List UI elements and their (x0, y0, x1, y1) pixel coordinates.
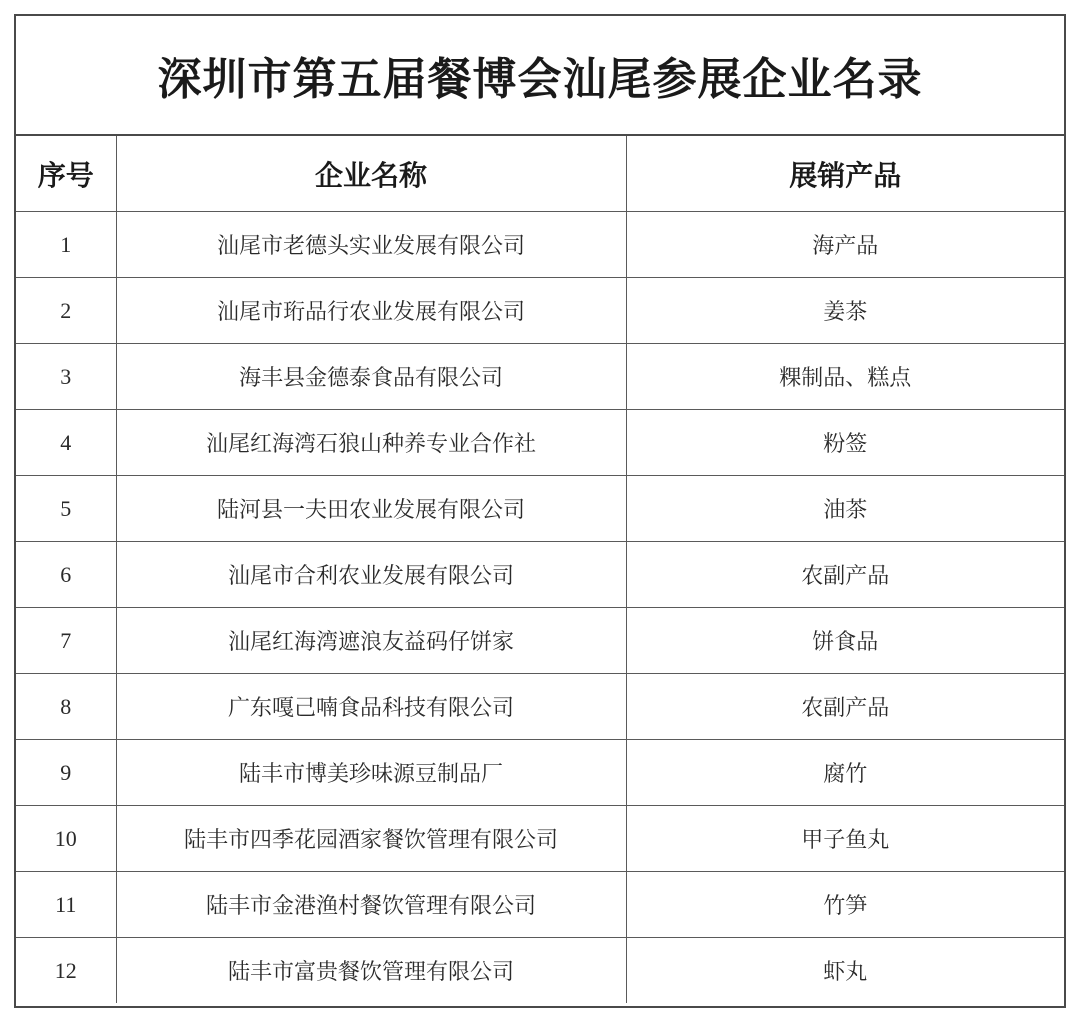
row-company: 陆丰市博美珍味源豆制品厂 (116, 740, 626, 806)
row-product: 海产品 (626, 212, 1064, 278)
table-row (16, 608, 1064, 674)
row-number: 6 (16, 542, 116, 608)
row-product: 粿制品、糕点 (626, 344, 1064, 410)
row-company: 汕尾市合利农业发展有限公司 (116, 542, 626, 608)
row-company: 汕尾红海湾遮浪友益码仔饼家 (116, 608, 626, 674)
row-product: 腐竹 (626, 740, 1064, 806)
table-header-row (16, 136, 1064, 212)
row-company: 海丰县金德泰食品有限公司 (116, 344, 626, 410)
row-product: 油茶 (626, 476, 1064, 542)
document-title: 深圳市第五届餐博会汕尾参展企业名录 (157, 54, 923, 105)
table-row (16, 674, 1064, 740)
table-row (16, 938, 1064, 1004)
row-product: 姜茶 (626, 278, 1064, 344)
roster-document (14, 14, 1066, 1008)
exhibitor-table (16, 136, 1064, 1003)
row-number: 1 (16, 212, 116, 278)
row-product: 竹笋 (626, 872, 1064, 938)
header-number: 序号 (16, 136, 116, 212)
row-product: 甲子鱼丸 (626, 806, 1064, 872)
table-row (16, 806, 1064, 872)
row-company: 汕尾红海湾石狼山种养专业合作社 (116, 410, 626, 476)
row-company: 汕尾市老德头实业发展有限公司 (116, 212, 626, 278)
table-row (16, 410, 1064, 476)
row-product: 粉签 (626, 410, 1064, 476)
row-number: 12 (16, 938, 116, 1004)
header-company-name: 企业名称 (116, 136, 626, 212)
row-company: 陆河县一夫田农业发展有限公司 (116, 476, 626, 542)
row-number: 2 (16, 278, 116, 344)
table-row (16, 212, 1064, 278)
row-number: 3 (16, 344, 116, 410)
row-product: 农副产品 (626, 542, 1064, 608)
row-number: 9 (16, 740, 116, 806)
row-number: 5 (16, 476, 116, 542)
row-company: 汕尾市珩品行农业发展有限公司 (116, 278, 626, 344)
row-product: 饼食品 (626, 608, 1064, 674)
row-number: 11 (16, 872, 116, 938)
table-row (16, 344, 1064, 410)
row-company: 陆丰市富贵餐饮管理有限公司 (116, 938, 626, 1004)
table-row (16, 740, 1064, 806)
row-number: 8 (16, 674, 116, 740)
table-row (16, 542, 1064, 608)
row-company: 陆丰市金港渔村餐饮管理有限公司 (116, 872, 626, 938)
row-number: 10 (16, 806, 116, 872)
row-number: 4 (16, 410, 116, 476)
row-product: 虾丸 (823, 960, 868, 985)
header-products: 展销产品 (626, 136, 1064, 212)
table-row (16, 476, 1064, 542)
table-row (16, 278, 1064, 344)
row-number: 7 (16, 608, 116, 674)
row-company: 广东嘎己喃食品科技有限公司 (116, 674, 626, 740)
row-product: 农副产品 (626, 674, 1064, 740)
row-company: 陆丰市四季花园酒家餐饮管理有限公司 (116, 806, 626, 872)
table-row (16, 872, 1064, 938)
title-row (16, 16, 1064, 136)
